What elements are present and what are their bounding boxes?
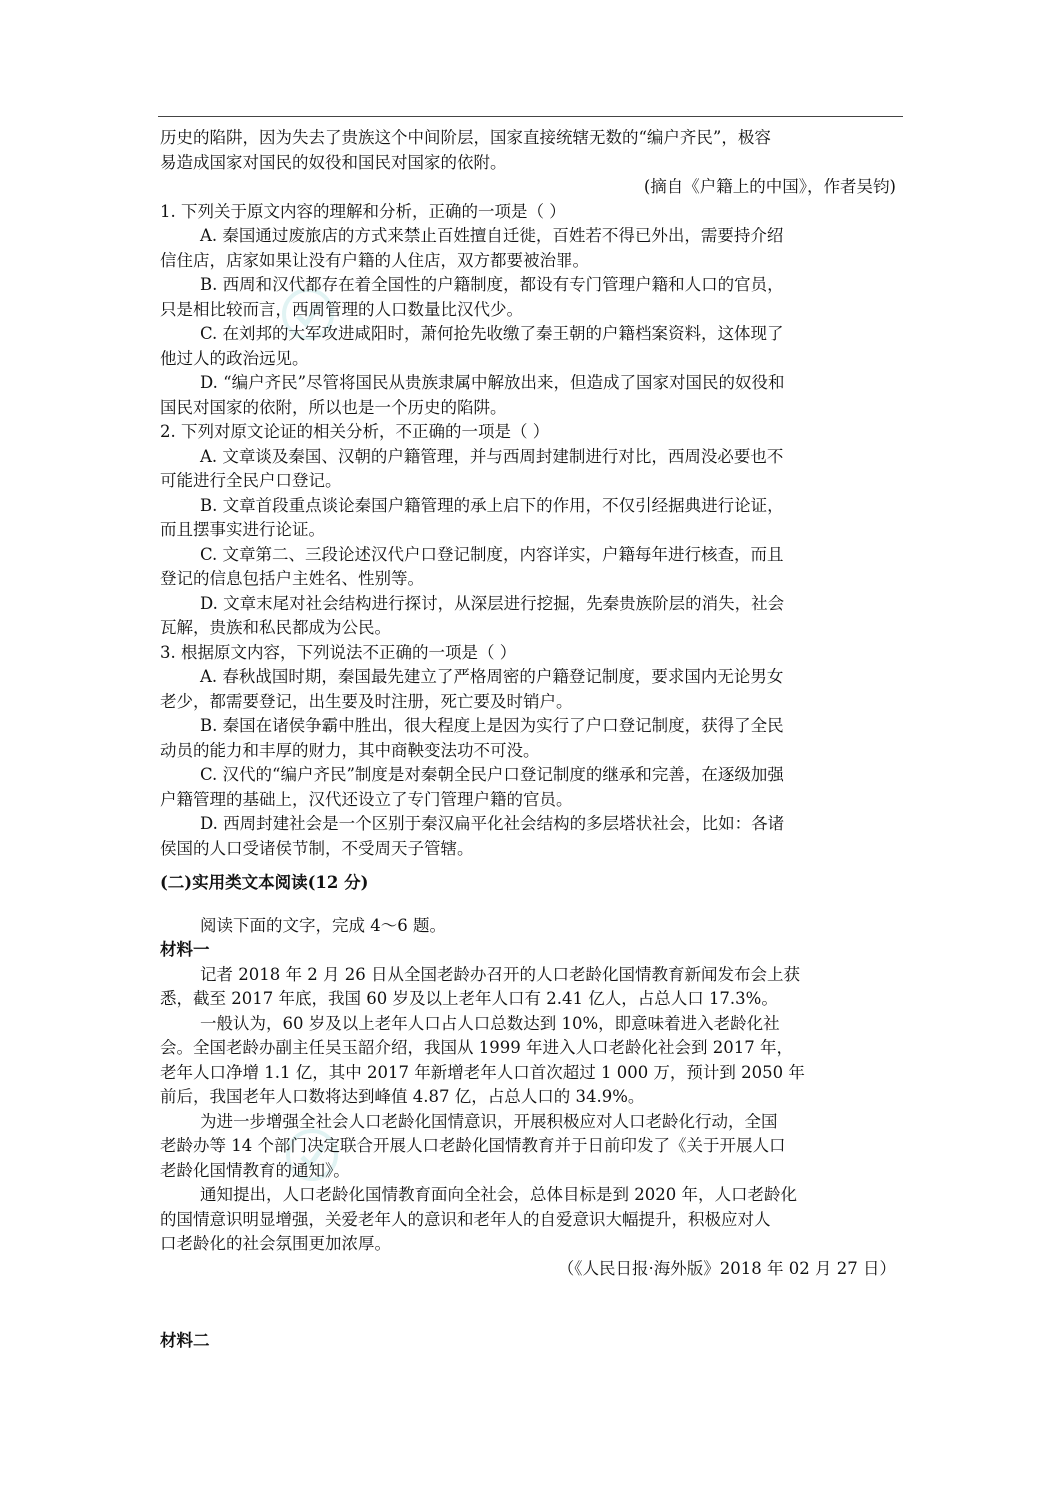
question-2 [160, 420, 896, 641]
option-d: D. 西周封建社会是一个区别于秦汉扁平化社会结构的多层塔状社会，比如：各诸 [200, 814, 785, 833]
question-stem: 3. 根据原文内容，下列说法不正确的一项是（ ） [160, 642, 517, 662]
option-b-cont: 动员的能力和丰厚的财力，其中商鞅变法功不可没。 [160, 740, 540, 760]
paragraph-line: 老龄化国情教育的通知》。 [160, 1160, 350, 1180]
option-c-cont: 户籍管理的基础上，汉代还设立了专门管理户籍的官员。 [160, 789, 573, 809]
option-b-cont: 只是相比较而言，西周管理的人口数量比汉代少。 [160, 299, 523, 319]
option-a-cont: 信住店，店家如果让没有户籍的人住店，双方都要被治罪。 [160, 250, 589, 270]
question-1 [160, 200, 896, 421]
option-a-cont: 可能进行全民户口登记。 [160, 471, 342, 490]
paragraph-line: 为进一步增强全社会人口老龄化国情意识，开展积极应对人口老龄化行动，全国 [200, 1111, 778, 1131]
option-c: C. 汉代的“编户齐民”制度是对秦朝全民户口登记制度的继承和完善，在逐级加强 [200, 765, 784, 784]
option-a-cont: 老少，都需要登记，出生要及时注册，死亡要及时销户。 [160, 691, 573, 711]
option-a: A. 文章谈及秦国、汉朝的户籍管理，并与西周封建制进行对比，西周没必要也不 [200, 446, 784, 466]
option-a: A. 春秋战国时期，秦国最先建立了严格周密的户籍登记制度，要求国内无论男女 [200, 667, 784, 686]
option-d-cont: 瓦解，贵族和私民都成为公民。 [160, 618, 391, 637]
paragraph-line: 一般认为，60 岁及以上老年人口占人口总数达到 10%，即意味着进入老龄化社 [200, 1013, 780, 1033]
option-c-cont: 他过人的政治远见。 [160, 348, 309, 368]
option-b: B. 西周和汉代都存在着全国性的户籍制度，都设有专门管理户籍和人口的官员， [200, 275, 784, 294]
material-2-label: 材料二 [160, 1331, 210, 1350]
question-stem: 1. 下列关于原文内容的理解和分析，正确的一项是（ ） [160, 201, 566, 221]
question-stem: 2. 下列对原文论证的相关分析，不正确的一项是（ ） [160, 422, 550, 441]
paragraph-line: 老龄办等 14 个部门决定联合开展人口老龄化国情教育并于日前印发了《关于开展人口 [160, 1136, 786, 1155]
question-3 [160, 641, 896, 862]
paragraph-line: 的国情意识明显增强，关爱老年人的意识和老年人的自爱意识大幅提升，积极应对人 [160, 1209, 771, 1229]
option-c: C. 在刘邦的大军攻进咸阳时，萧何抢先收缴了秦王朝的户籍档案资料，这体现了 [200, 324, 784, 343]
paragraph-line: 老年人口净增 1.1 亿，其中 2017 年新增老年人口首次超过 1 000 万，预计到 2050 年 [160, 1062, 805, 1082]
passage-source: (摘自《户籍上的中国》，作者吴钧) [643, 177, 896, 196]
material-1-body [160, 963, 896, 1282]
paragraph-line: 记者 2018 年 2 月 26 日从全国老龄办召开的人口老龄化国情教育新闻发布会上获 [200, 964, 800, 984]
option-a: A. 秦国通过废旅店的方式来禁止百姓擅自迁徙，百姓若不得已外出，需要持介绍 [200, 226, 784, 245]
option-b-cont: 而且摆事实进行论证。 [160, 520, 325, 539]
paragraph-line: 悉，截至 2017 年底，我国 60 岁及以上老年人口有 2.41 亿人，占总人口 17.3%。 [160, 989, 778, 1008]
option-d: D. “编户齐民”尽管将国民从贵族隶属中解放出来，但造成了国家对国民的奴役和 [200, 373, 785, 392]
passage-line: 历史的陷阱，因为失去了贵族这个中间阶层，国家直接统辖无数的“编户齐民”，极容 [160, 128, 771, 147]
document-body [160, 126, 896, 1354]
paragraph-line: 前后，我国老年人口数将达到峰值 4.87 亿，占总人口的 34.9%。 [160, 1087, 645, 1106]
material-1-label: 材料一 [160, 940, 210, 959]
option-c: C. 文章第二、三段论述汉代户口登记制度，内容详实，户籍每年进行核查，而且 [200, 544, 784, 564]
section-heading: (二)实用类文本阅读(12 分) [160, 873, 369, 892]
option-d-cont: 侯国的人口受诸侯节制，不受周天子管辖。 [160, 838, 474, 858]
option-c-cont: 登记的信息包括户主姓名、性别等。 [160, 569, 424, 588]
option-b: B. 秦国在诸侯争霸中胜出，很大程度上是因为实行了户口登记制度，获得了全民 [200, 716, 784, 735]
section-instruction: 阅读下面的文字，完成 4～6 题。 [200, 915, 446, 935]
paragraph-line: 会。全国老龄办副主任吴玉韶介绍，我国从 1999 年进入人口老龄化社会到 2017 年， [160, 1038, 793, 1057]
top-rule [158, 116, 903, 117]
option-b: B. 文章首段重点谈论秦国户籍管理的承上启下的作用，不仅引经据典进行论证， [200, 495, 784, 515]
option-d: D. 文章末尾对社会结构进行探讨，从深层进行挖掘，先秦贵族阶层的消失，社会 [200, 593, 785, 613]
option-d-cont: 国民对国家的依附，所以也是一个历史的陷阱。 [160, 397, 507, 417]
material-1-source: （《人民日报·海外版》2018 年 02 月 27 日） [557, 1258, 896, 1278]
paragraph-line: 通知提出，人口老龄化国情教育面向全社会，总体目标是到 2020 年，人口老龄化 [200, 1185, 797, 1204]
passage-line: 易造成国家对国民的奴役和国民对国家的依附。 [160, 152, 507, 172]
paragraph-line: 口老龄化的社会氛围更加浓厚。 [160, 1234, 391, 1253]
passage-ending [160, 126, 896, 200]
